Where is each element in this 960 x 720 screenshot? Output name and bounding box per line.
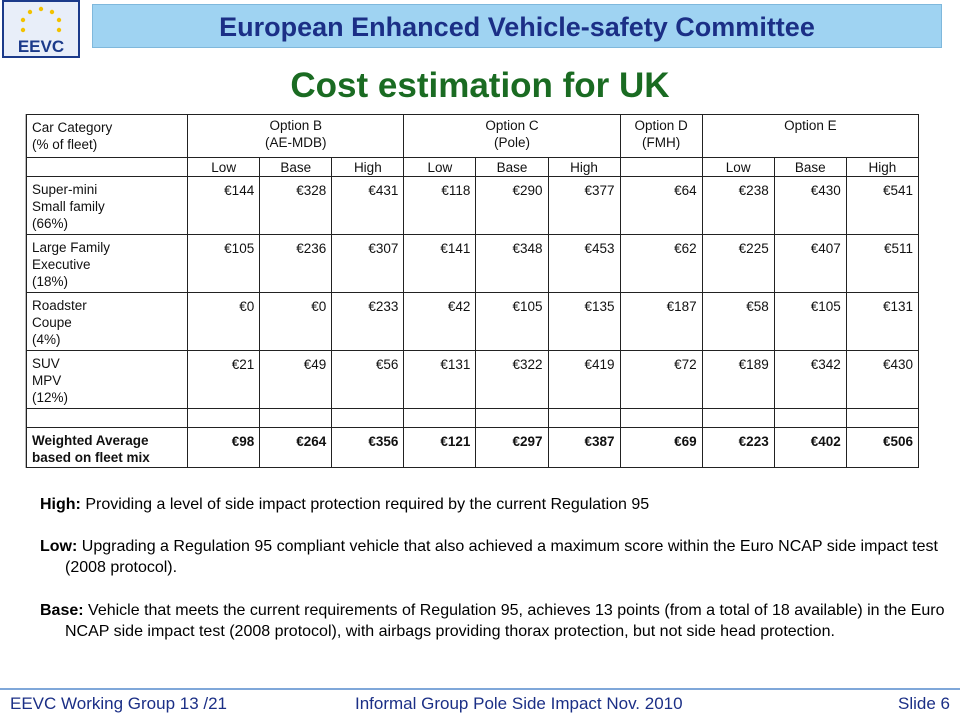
weighted-cell: €297 <box>476 428 548 468</box>
cost-cell: €131 <box>404 351 476 409</box>
cost-cell: €419 <box>548 351 620 409</box>
footer-center: Informal Group Pole Side Impact Nov. 2010 <box>355 694 683 713</box>
table-header-row <box>27 115 919 158</box>
category-cell <box>27 428 188 468</box>
cost-cell: €56 <box>332 351 404 409</box>
cost-cell: €328 <box>260 177 332 235</box>
weighted-cell: €264 <box>260 428 332 468</box>
category-cell <box>27 293 188 351</box>
note-low <box>40 536 945 578</box>
weighted-cell: €506 <box>846 428 918 468</box>
cost-cell: €430 <box>774 177 846 235</box>
cost-cell: €225 <box>702 235 774 293</box>
table-row <box>27 351 919 409</box>
cost-cell: €49 <box>260 351 332 409</box>
slide-title: Cost estimation for UK <box>290 66 670 105</box>
note-text: Upgrading a Regulation 95 compliant vehicle that also achieved a maximum score within the Euro NCAP side impact test (2008 protocol). <box>65 538 938 576</box>
header-text: Option C <box>485 118 539 133</box>
cost-cell: €42 <box>404 293 476 351</box>
category-text: (18%) <box>32 274 69 289</box>
table-row <box>27 177 919 235</box>
footer-divider <box>0 688 960 690</box>
cost-cell: €189 <box>702 351 774 409</box>
cost-cell: €377 <box>548 177 620 235</box>
weighted-average-row <box>27 428 919 468</box>
weighted-cell: €402 <box>774 428 846 468</box>
header-option-e <box>702 115 918 158</box>
subheader-cell: Base <box>260 158 332 177</box>
header <box>0 0 960 58</box>
subheader-cell: High <box>846 158 918 177</box>
category-text: Roadster <box>32 298 87 313</box>
header-title: European Enhanced Vehicle-safety Committee <box>219 12 815 42</box>
cost-cell: €431 <box>332 177 404 235</box>
header-text: Car Category <box>32 120 113 135</box>
header-option-d <box>620 115 702 158</box>
category-text: based on fleet mix <box>32 450 150 465</box>
weighted-cell: €223 <box>702 428 774 468</box>
note-label: Base: <box>40 602 84 619</box>
weighted-cell: €356 <box>332 428 404 468</box>
cost-cell: €131 <box>846 293 918 351</box>
category-text: Executive <box>32 257 91 272</box>
header-category <box>27 115 188 158</box>
category-text: Large Family <box>32 240 111 255</box>
eevc-logo <box>2 0 80 58</box>
cost-cell: €233 <box>332 293 404 351</box>
header-text: (% of fleet) <box>32 137 98 152</box>
category-cell <box>27 235 188 293</box>
weighted-cell: €69 <box>620 428 702 468</box>
cost-cell: €141 <box>404 235 476 293</box>
note-base <box>40 600 945 642</box>
header-text: (AE-MDB) <box>265 135 327 150</box>
table-subheader-row <box>27 158 919 177</box>
cost-cell: €58 <box>702 293 774 351</box>
note-label: Low: <box>40 538 78 555</box>
header-text: Option D <box>634 118 688 133</box>
subheader-cell: Low <box>188 158 260 177</box>
cost-cell: €453 <box>548 235 620 293</box>
category-text: SUV <box>32 356 60 371</box>
cost-cell: €342 <box>774 351 846 409</box>
cost-cell: €105 <box>476 293 548 351</box>
subheader-blank <box>27 158 188 177</box>
subheader-cell: Low <box>404 158 476 177</box>
category-text: Coupe <box>32 315 72 330</box>
category-cell <box>27 177 188 235</box>
category-text: Super-mini <box>32 182 98 197</box>
weighted-cell: €98 <box>188 428 260 468</box>
header-title-bar <box>92 4 942 48</box>
category-text: (12%) <box>32 390 69 405</box>
cost-cell: €144 <box>188 177 260 235</box>
cost-cell: €21 <box>188 351 260 409</box>
weighted-cell: €387 <box>548 428 620 468</box>
header-text: (Pole) <box>493 135 530 150</box>
cost-cell: €236 <box>260 235 332 293</box>
subheader-cell: Base <box>476 158 548 177</box>
category-text: Weighted Average <box>32 433 149 448</box>
cost-cell: €0 <box>260 293 332 351</box>
cost-cell: €541 <box>846 177 918 235</box>
subheader-cell: High <box>332 158 404 177</box>
cost-cell: €290 <box>476 177 548 235</box>
category-text: (4%) <box>32 332 61 347</box>
category-text: (66%) <box>32 216 69 231</box>
cost-cell: €72 <box>620 351 702 409</box>
cost-cell: €511 <box>846 235 918 293</box>
svg-text:EEVC: EEVC <box>17 37 65 56</box>
header-text: (FMH) <box>642 135 681 150</box>
footer-slide-number: Slide 6 <box>898 694 950 713</box>
cost-cell: €238 <box>702 177 774 235</box>
cost-cell: €407 <box>774 235 846 293</box>
cost-cell: €62 <box>620 235 702 293</box>
table-spacer-row <box>27 409 919 428</box>
cost-cell: €187 <box>620 293 702 351</box>
category-text: MPV <box>32 373 62 388</box>
cost-cell: €64 <box>620 177 702 235</box>
cost-cell: €307 <box>332 235 404 293</box>
cost-cell: €135 <box>548 293 620 351</box>
cost-cell: €105 <box>774 293 846 351</box>
cost-cell: €322 <box>476 351 548 409</box>
category-text: Small family <box>32 199 105 214</box>
subheader-cell: Base <box>774 158 846 177</box>
weighted-cell: €121 <box>404 428 476 468</box>
note-label: High: <box>40 496 81 513</box>
subheader-cell: High <box>548 158 620 177</box>
header-option-b <box>188 115 404 158</box>
cost-cell: €118 <box>404 177 476 235</box>
cost-cell: €348 <box>476 235 548 293</box>
header-option-c <box>404 115 620 158</box>
header-text: Option B <box>269 118 323 133</box>
note-text: Vehicle that meets the current requirements of Regulation 95, achieves 13 points (from a total of 18 available) in the Euro NCAP side impact test (2008 protocol), with airbags providing thorax protection, but not side head protection. <box>65 602 945 640</box>
cost-cell: €0 <box>188 293 260 351</box>
subheader-cell: Low <box>702 158 774 177</box>
table-row <box>27 235 919 293</box>
note-high <box>40 494 649 515</box>
cost-table <box>25 114 921 468</box>
table-row <box>27 293 919 351</box>
cost-cell: €430 <box>846 351 918 409</box>
category-cell <box>27 351 188 409</box>
header-text: Option E <box>784 118 837 133</box>
cost-cell: €105 <box>188 235 260 293</box>
note-text: Providing a level of side impact protection required by the current Regulation 95 <box>80 496 650 513</box>
subheader-cell <box>620 158 702 177</box>
footer-left: EEVC Working Group 13 /21 <box>10 694 228 713</box>
